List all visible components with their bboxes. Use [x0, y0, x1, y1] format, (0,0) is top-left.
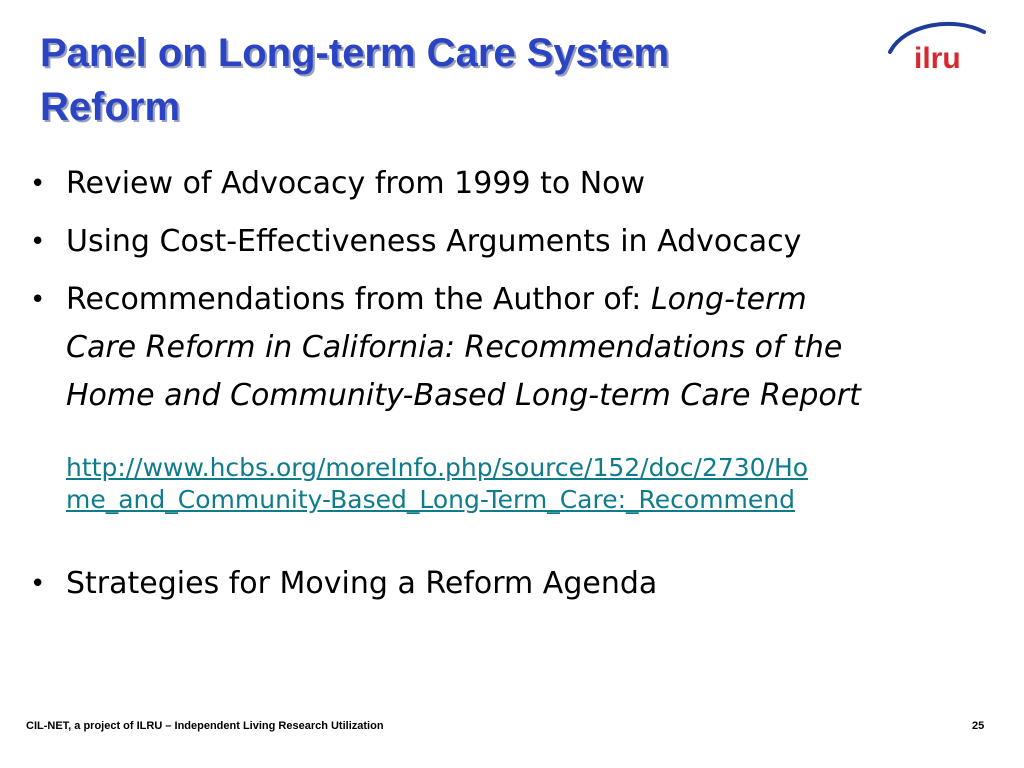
- bullet-text: Using Cost-Effectiveness Arguments in Advocacy: [66, 224, 802, 259]
- ilru-logo-graphic: [884, 18, 988, 74]
- link-line-2[interactable]: me_and_Community-Based_Long-Term_Care:_Recommend: [66, 485, 795, 514]
- report-title-line-1: Long-term: [650, 282, 807, 317]
- slide-title-line-2: Reform: [40, 85, 181, 129]
- logo-text: ilru: [914, 42, 961, 74]
- slide-title: [40, 26, 860, 134]
- page-number: 25: [972, 720, 985, 732]
- bullet-item-recommendations: [26, 276, 861, 420]
- footer-text: CIL-NET, a project of ILRU – Independent Living Research Utilization: [26, 720, 384, 732]
- bullet-icon: •: [30, 285, 46, 315]
- bullet-item-strategies: [26, 560, 657, 608]
- report-title-line-2: Care Reform in California: Recommendations of the: [66, 330, 843, 365]
- link-line-1[interactable]: http://www.hcbs.org/moreInfo.php/source/152/doc/2730/Ho: [66, 453, 809, 482]
- bullet-item-review: [26, 160, 645, 208]
- ilru-logo: [884, 18, 988, 74]
- bullet-icon: •: [30, 169, 46, 199]
- slide-title-line-1: Panel on Long-term Care System: [40, 31, 670, 75]
- bullet-icon: •: [30, 569, 46, 599]
- bullet-text: Recommendations from the Author of:: [66, 282, 651, 317]
- bullet-text: Review of Advocacy from 1999 to Now: [66, 166, 646, 201]
- hcbs-report-link[interactable]: [66, 452, 1006, 516]
- bullet-item-cost-effectiveness: [26, 218, 801, 266]
- bullet-icon: •: [30, 227, 46, 257]
- bullet-text: Strategies for Moving a Reform Agenda: [66, 566, 658, 601]
- report-title-line-3: Home and Community-Based Long-term Care Report: [66, 378, 861, 413]
